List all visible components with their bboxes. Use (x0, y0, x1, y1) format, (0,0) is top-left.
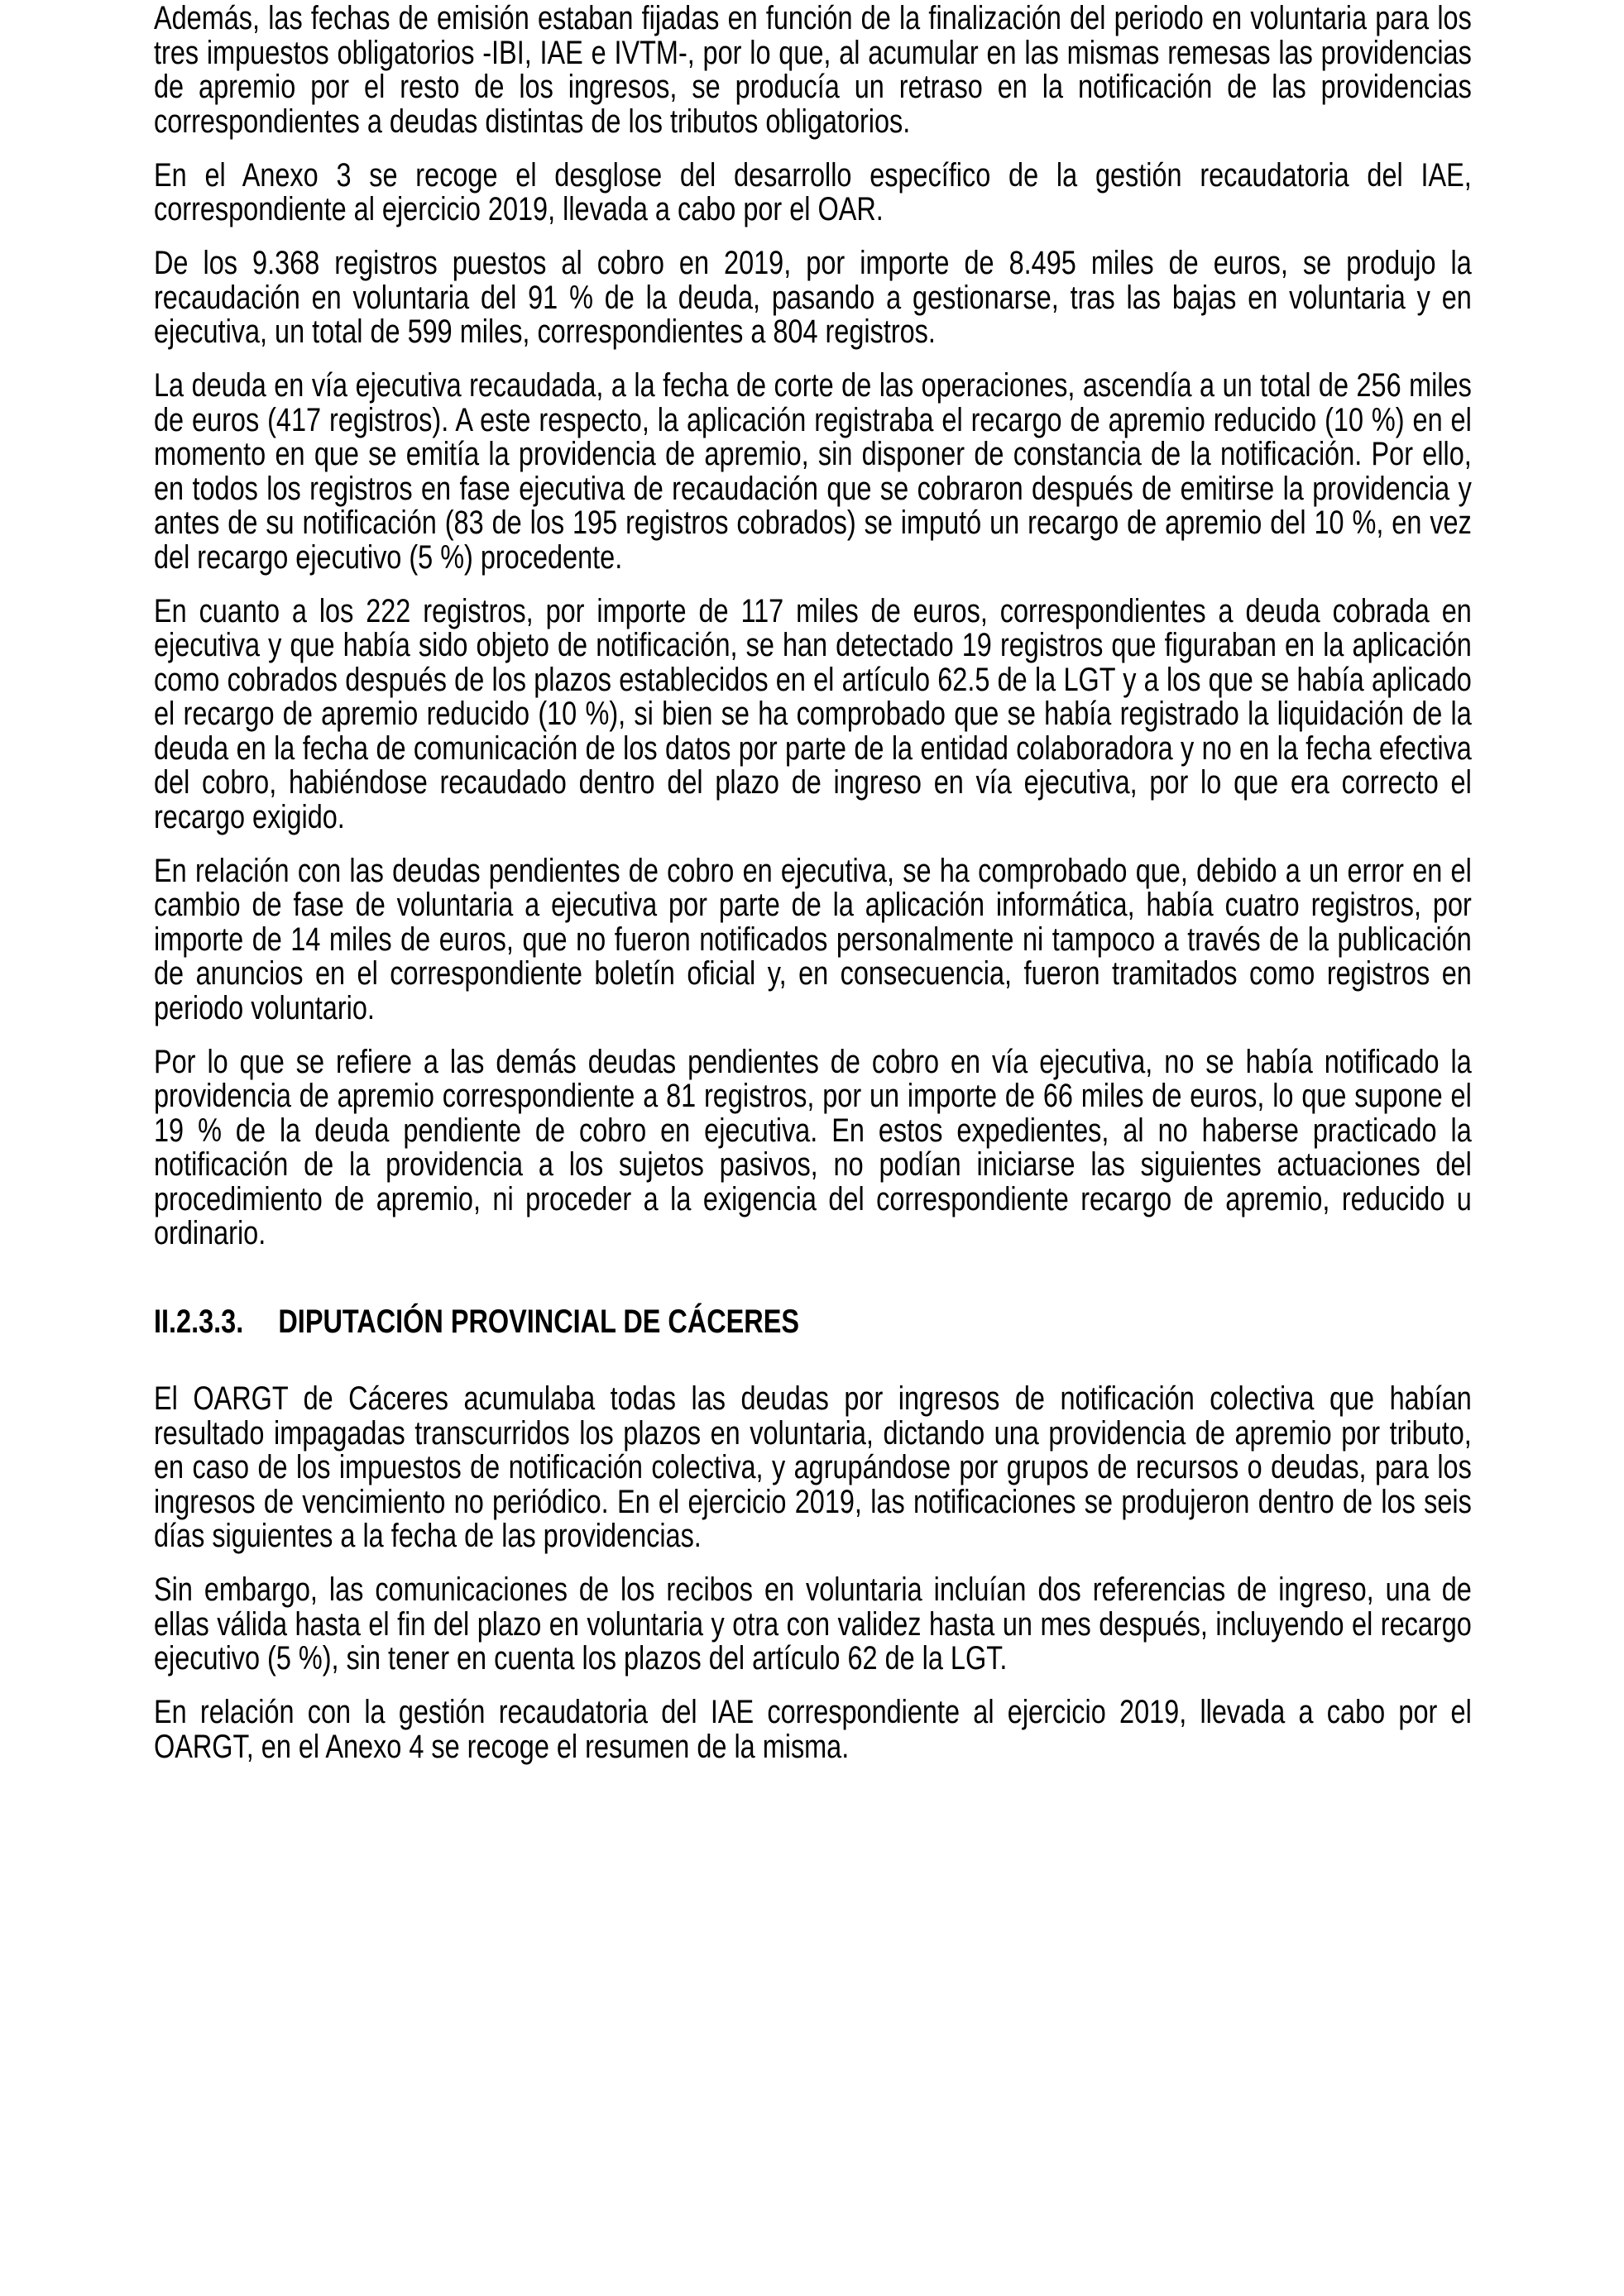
paragraph: De los 9.368 registros puestos al cobro en 2019, por importe de 8.495 miles de euros, se produjo la recaudación en voluntaria del 91 % de la deuda, pasando a gestionarse, tras las bajas en voluntaria y en ejecutiva, un total de 599 miles, correspondientes a 804 registros. (154, 245, 1472, 350)
paragraph: La deuda en vía ejecutiva recaudada, a la fecha de corte de las operaciones, ascendía a un total de 256 miles de euros (417 registros). A este respecto, la aplicación registraba el recargo de apremio reducido (10 %) en el momento en que se emitía la providencia de apremio, sin disponer de constancia de la notificación. Por ello, en todos los registros en fase ejecutiva de recaudación que se cobraron después de emitirse la providencia y antes de su notificación (83 de los 195 registros cobrados) se imputó un recargo de apremio del 10 %, en vez del recargo ejecutivo (5 %) procedente. (154, 367, 1472, 576)
section-heading-number: II.2.3.3. (154, 1303, 244, 1340)
paragraph: Por lo que se refiere a las demás deudas pendientes de cobro en vía ejecutiva, no se había notificado la providencia de apremio correspondiente a 81 registros, por un importe de 66 miles de euros, lo que supone el 19 % de la deuda pendiente de cobro en ejecutiva. En estos expedientes, al no haberse practicado la notificación de la providencia a los sujetos pasivos, no podían iniciarse las siguientes actuaciones del procedimiento de apremio, ni proceder a la exigencia del correspondiente recargo de apremio, reducido u ordinario. (154, 1043, 1472, 1251)
paragraph: En el Anexo 3 se recoge el desglose del desarrollo específico de la gestión recaudatoria del IAE, correspondiente al ejercicio 2019, llevada a cabo por el OAR. (154, 156, 1472, 227)
paragraph: En cuanto a los 222 registros, por importe de 117 miles de euros, correspondientes a deuda cobrada en ejecutiva y que había sido objeto de notificación, se han detectado 19 registros que figuraban en la aplicación como cobrados después de los plazos establecidos en el artículo 62.5 de la LGT y a los que se había aplicado el recargo de apremio reducido (10 %), si bien se ha comprobado que se había registrado la liquidación de la deuda en la fecha de comunicación de los datos por parte de la entidad colaboradora y no en la fecha efectiva del cobro, habiéndose recaudado dentro del plazo de ingreso en vía ejecutiva, por lo que era correcto el recargo exigido. (154, 592, 1472, 835)
section-heading-title: DIPUTACIÓN PROVINCIAL DE CÁCERES (278, 1303, 800, 1340)
paragraph: El OARGT de Cáceres acumulaba todas las deudas por ingresos de notificación colectiva que habían resultado impagadas transcurridos los plazos en voluntaria, dictando una providencia de apremio por tributo, en caso de los impuestos de notificación colectiva, y agrupándose por grupos de recursos o deudas, para los ingresos de vencimiento no periódico. En el ejercicio 2019, las notificaciones se produjeron dentro de los seis días siguientes a la fecha de las providencias. (154, 1380, 1472, 1554)
document-body (154, 2, 1472, 1784)
paragraph-group-after-heading (154, 1382, 1472, 1764)
paragraph: En relación con las deudas pendientes de cobro en ejecutiva, se ha comprobado que, debido a un error en el cambio de fase de voluntaria a ejecutiva por parte de la aplicación informática, había cuatro registros, por importe de 14 miles de euros, que no fueron notificados personalmente ni tampoco a través de la publicación de anuncios en el correspondiente boletín oficial y, en consecuencia, fueron tramitados como registros en periodo voluntario. (154, 852, 1472, 1026)
paragraph: Sin embargo, las comunicaciones de los recibos en voluntaria incluían dos referencias de ingreso, una de ellas válida hasta el fin del plazo en voluntaria y otra con validez hasta un mes después, incluyendo el recargo ejecutivo (5 %), sin tener en cuenta los plazos del artículo 62 de la LGT. (154, 1571, 1472, 1677)
paragraph-group-before-heading (154, 2, 1472, 1251)
paragraph: Además, las fechas de emisión estaban fijadas en función de la finalización del periodo en voluntaria para los tres impuestos obligatorios -IBI, IAE e IVTM-, por lo que, al acumular en las mismas remesas las providencias de apremio por el resto de los ingresos, se producía un retraso en la notificación de las providencias correspondientes a deudas distintas de los tributos obligatorios. (154, 0, 1472, 140)
paragraph: En relación con la gestión recaudatoria del IAE correspondiente al ejercicio 2019, llevada a cabo por el OARGT, en el Anexo 4 se recoge el resumen de la misma. (154, 1694, 1472, 1765)
section-heading (154, 1305, 1472, 1340)
